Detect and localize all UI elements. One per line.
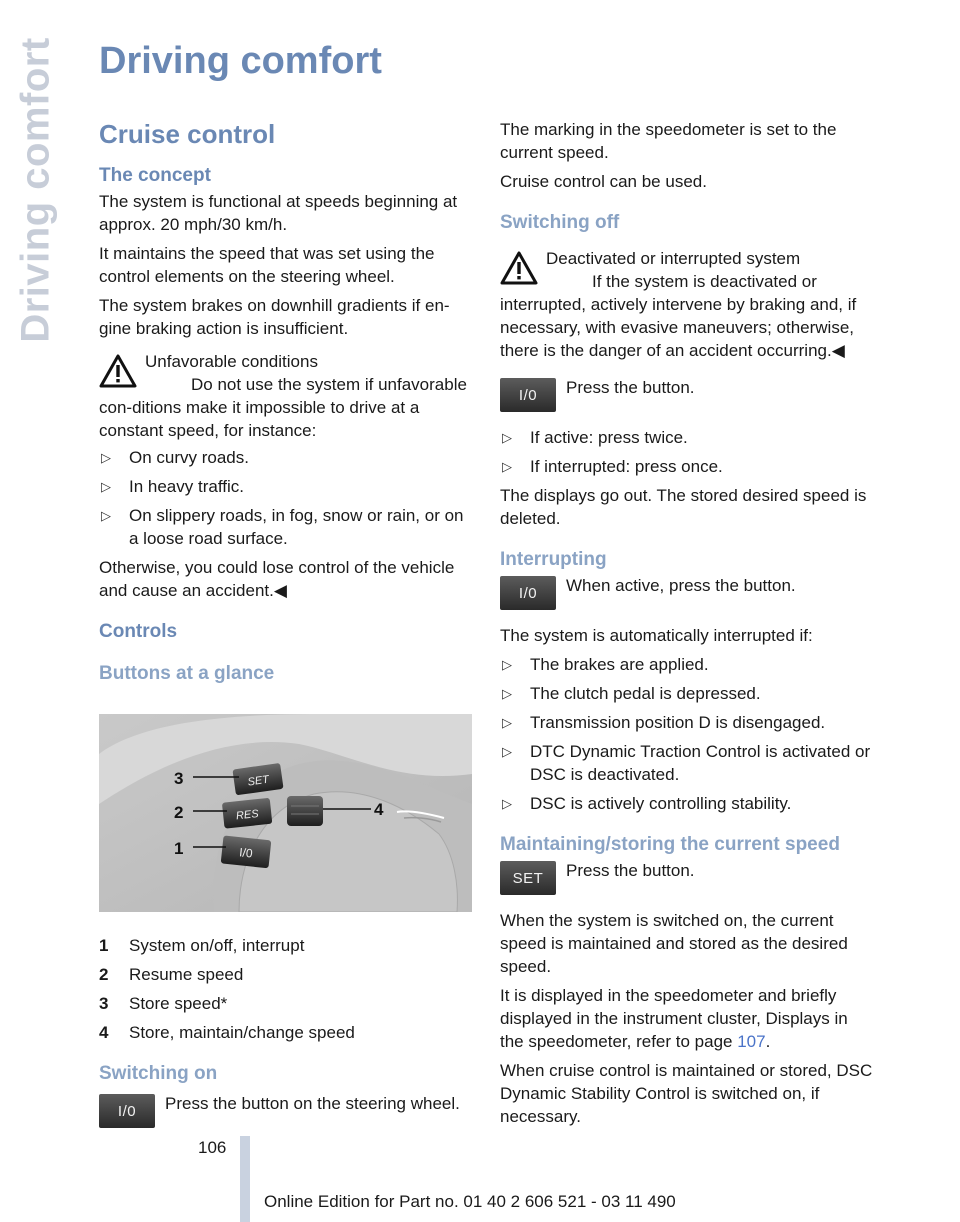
res-button-label: RES [235, 808, 260, 823]
maintaining-text: Press the button. [566, 861, 695, 880]
page-link[interactable]: 107 [737, 1032, 766, 1051]
switching-on-text: Press the button on the steering wheel. [165, 1094, 460, 1113]
edition-note: Online Edition for Part no. 01 40 2 606 521 - 03 11 490 [264, 1192, 676, 1211]
left-column [99, 118, 472, 1142]
warning-triangle-icon [99, 354, 137, 388]
interrupting-row [500, 574, 873, 614]
list-item: ▷ DTC Dynamic Traction Control is activated or DSC is deactivated. [500, 740, 873, 786]
rocker-switch [287, 796, 323, 826]
warning-triangle-icon [500, 251, 538, 285]
warning-closing: Otherwise, you could lose control of the vehicle and cause an accident.◀ [99, 558, 455, 600]
intro-paragraph: Cruise control can be used. [500, 172, 707, 191]
io-button-icon: I/0 [500, 576, 556, 610]
callout-4: 4 [374, 800, 384, 819]
list-item: ▷ The clutch pedal is depressed. [500, 682, 873, 705]
switching-on-heading: Switching on [99, 1063, 218, 1084]
warning-title: Deactivated or interrupted system [546, 249, 801, 268]
steering-wheel-buttons-figure [99, 714, 472, 912]
switching-off-closing: The displays go out. The stored desired speed is deleted. [500, 486, 867, 528]
list-item: ▷ On slippery roads, in fog, snow or rain, or on a loose road surface. [99, 504, 472, 550]
condition-list [99, 446, 472, 550]
controls-heading: Controls [99, 621, 178, 642]
chapter-title: Driving comfort [99, 40, 382, 82]
io-button-icon: I/0 [500, 378, 556, 412]
warning-text: Do not use the system if unfavorable con‐ditions make it impossible to drive at a constant speed, for instance: [99, 375, 467, 440]
section-title: Cruise control [99, 119, 276, 149]
list-item: ▷ If interrupted: press once. [500, 455, 873, 478]
concept-paragraph: The system is functional at speeds beginning at approx. 20 mph/30 km/h. [99, 192, 458, 234]
set-button-label: SET [246, 773, 270, 789]
switching-off-row [500, 376, 873, 416]
set-button-icon: SET [500, 861, 556, 895]
switching-off-list [500, 426, 873, 478]
callout-2: 2 [174, 803, 184, 822]
list-item: 4 Store, maintain/change speed [99, 1023, 355, 1042]
list-item: 3 Store speed* [99, 994, 228, 1013]
warning-deactivated [500, 247, 873, 362]
interrupting-list [500, 653, 873, 815]
callout-3: 3 [174, 769, 184, 788]
interrupting-intro: The system is automatically interrupted if: [500, 626, 813, 645]
list-item: 2 Resume speed [99, 965, 244, 984]
warning-title: Unfavorable conditions [145, 352, 318, 371]
callout-1: 1 [174, 839, 184, 858]
intro-paragraph: The marking in the speedometer is set to the current speed. [500, 120, 837, 162]
switching-off-text: Press the button. [566, 378, 695, 397]
interrupting-heading: Interrupting [500, 549, 607, 570]
list-item: ▷ Transmission position D is disengaged. [500, 711, 873, 734]
button-legend-list [99, 934, 472, 1044]
list-item: ▷ On curvy roads. [99, 446, 472, 469]
warning-text: If the system is deactivated or interrupted, actively intervene by braking and, if necessary, with evasive maneuvers; otherwise, there is the danger of an accident occurring.◀ [500, 272, 857, 360]
concept-heading: The concept [99, 165, 211, 186]
maintaining-paragraph: When the system is switched on, the current speed is maintained and stored as the desired speed. [500, 911, 848, 976]
footer-bar [240, 1136, 250, 1222]
list-item: ▷ DSC is actively controlling stability. [500, 792, 873, 815]
side-chapter-label: Driving comfort [13, 37, 58, 343]
switching-on-row [99, 1092, 472, 1132]
list-item: ▷ The brakes are applied. [500, 653, 873, 676]
right-column [500, 118, 873, 1134]
page-number: 106 [198, 1138, 227, 1157]
side-chapter-tab [8, 37, 64, 343]
maintaining-reference: It is displayed in the speedometer and briefly displayed in the instrument cluster, Displays in the speedometer, refer to page 107. [500, 986, 848, 1051]
switching-off-heading: Switching off [500, 212, 620, 233]
io-button-label: I/0 [238, 845, 254, 861]
concept-paragraph: The system brakes on downhill gradients if en‐gine braking action is insufficient. [99, 296, 450, 338]
io-button-icon: I/0 [99, 1094, 155, 1128]
list-item: ▷ If active: press twice. [500, 426, 873, 449]
buttons-heading: Buttons at a glance [99, 663, 275, 684]
maintaining-last: When cruise control is maintained or stored, DSC Dynamic Stability Control is switched on, if necessary. [500, 1061, 873, 1126]
maintaining-row [500, 859, 873, 899]
maintaining-heading: Maintaining/storing the current speed [500, 834, 840, 855]
interrupting-text: When active, press the button. [566, 576, 796, 595]
list-item: ▷ In heavy traffic. [99, 475, 472, 498]
warning-unfavorable [99, 350, 472, 602]
list-item: 1 System on/off, interrupt [99, 936, 305, 955]
concept-paragraph: It maintains the speed that was set using the control elements on the steering wheel. [99, 244, 435, 286]
